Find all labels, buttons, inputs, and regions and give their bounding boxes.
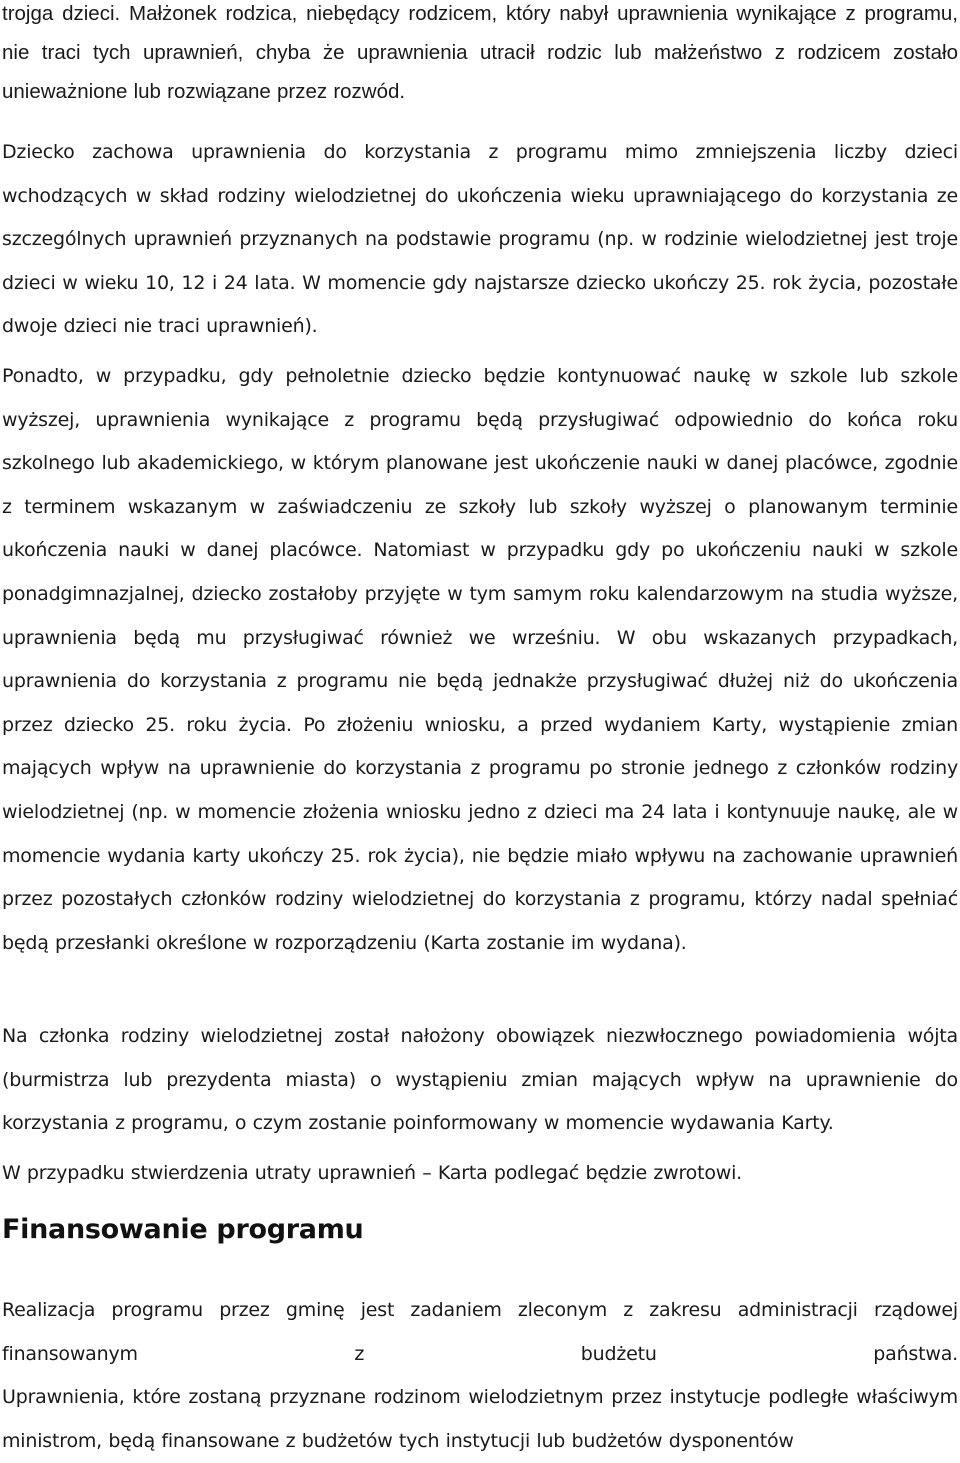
paragraph-continued-education: Ponadto, w przypadku, gdy pełnoletnie dziecko będzie kontynuować naukę w szkole lub szkole wyższej, uprawnienia wynikające z programu będą przysługiwać odpowiednio do końca roku szkolnego lub akademickiego, w którym planowane jest ukończenie nauki w danej placówce, zgodnie z terminem wskazanym w zaświadczeniu ze szkoły lub szkoły wyższej o planowanym terminie ukończenia nauki w danej placówce. Natomiast w przypadku gdy po ukończeniu nauki w szkole ponadgimnazjalnej, dziecko zostałoby przyjęte w tym samym roku kalendarzowym na studia wyższe, uprawnienia będą mu przysługiwać również we wrześniu. W obu wskazanych przypadkach, uprawnienia do korzystania z programu nie będą jednakże przysługiwać dłużej niż do ukończenia przez dziecko 25. roku życia. Po złożeniu wniosku, a przed wydaniem Karty, wystąpienie zmian mających wpływ na uprawnienie do korzystania z programu po stronie jednego z członków rodziny wielodzietnej (np. w momencie złożenia wniosku jedno z dzieci ma 24 lata i kontynuuje naukę, ale w momencie wydania karty ukończy 25. rok życia), nie będzie miało wpływu na zachowanie uprawnień przez pozostałych członków rodziny wielodzietnej do korzystania z programu, którzy nadal spełniać będą przesłanki określone w rozporządzeniu (Karta zostanie im wydana).	[2, 365, 958, 954]
section-heading-financing: Finansowanie programu	[2, 1214, 364, 1245]
paragraph-card-return: W przypadku stwierdzenia utraty uprawnień – Karta podlegać będzie zwrotowi.	[2, 1162, 743, 1184]
paragraph-child-retains-rights: Dziecko zachowa uprawnienia do korzystania z programu mimo zmniejszenia liczby dzieci wchodzących w skład rodziny wielodzietnej do ukończenia wieku uprawniającego do korzystania ze szczególnych uprawnień przyznanych na podstawie programu (np. w rodzinie wielodzietnej jest troje dzieci w wieku 10, 12 i 24 lata. W momencie gdy najstarsze dziecko ukończy 25. rok życia, pozostałe dwoje dzieci nie traci uprawnień).	[2, 141, 958, 338]
paragraph-notification-duty: Na członka rodziny wielodzietnej został nałożony obowiązek niezwłocznego powiadomienia wójta (burmistrza lub prezydenta miasta) o wystąpieniu zmian mających wpływ na uprawnienie do korzystania z programu, o czym zostanie poinformowany w momencie wydawania Karty.	[2, 1025, 958, 1135]
paragraph-spouse-rights: trojga dzieci. Małżonek rodzica, niebędący rodzicem, który nabył uprawnienia wynikające z programu, nie traci tych uprawnień, chyba że uprawnienia utracił rodzic lub małżeństwo z rodzicem zostało unieważnione lub rozwiązane przez rozwód.	[2, 2, 958, 103]
paragraph-financing-part-1: Realizacja programu przez gminę jest zadaniem zleconym z zakresu administracji rządowej finansowanym z budżetu państwa.	[2, 1299, 958, 1365]
paragraph-financing	[0, 1289, 958, 1463]
paragraph-financing-part-2: Uprawnienia, które zostaną przyznane rodzinom wielodzietnym przez instytucje podległe właściwym ministrom, będą finansowane z budżetów tych instytucji lub budżetów dysponentów	[2, 1386, 958, 1452]
